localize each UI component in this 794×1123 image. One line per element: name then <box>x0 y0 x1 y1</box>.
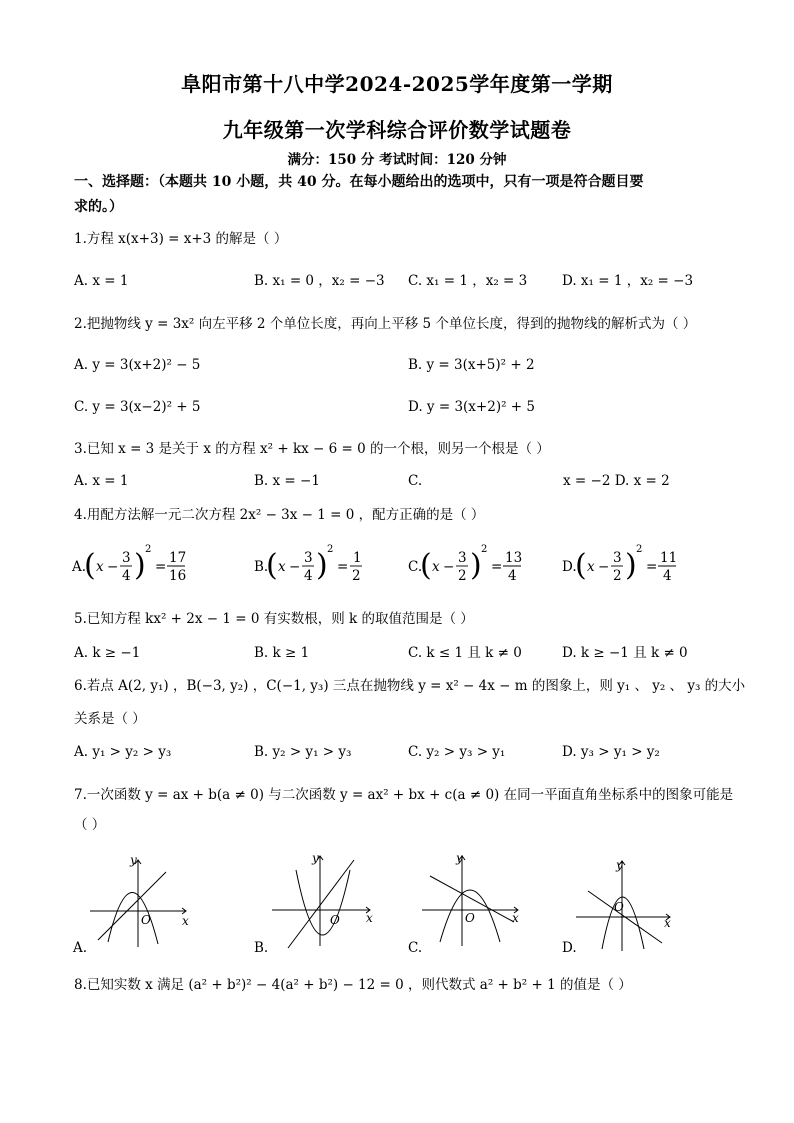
q4c-minus: − <box>443 559 455 575</box>
question-1-stem: 1.方程 x(x+3) = x+3 的解是（ ） <box>74 231 288 247</box>
question-3-stem: 3.已知 x = 3 是关于 x 的方程 x² + kx − 6 = 0 的一个根，则另一个根是（ ） <box>74 441 550 457</box>
q4d-num: 3 <box>613 550 622 566</box>
question-6-option-d: D. y₃ > y₁ > y₂ <box>562 744 660 760</box>
q4d-rnum: 11 <box>660 550 678 566</box>
section-heading-line1: 一、选择题：（本题共 10 小题，共 40 分。在每小题给出的选项中，只有一项是符合题目要 <box>74 174 644 190</box>
q7-graph-a <box>86 852 196 952</box>
q4d-den: 2 <box>613 568 622 584</box>
question-3-option-d: x = −2 D. x = 2 <box>563 473 670 489</box>
question-1-option-d: D. x₁ = 1 ，x₂ = −3 <box>562 273 694 289</box>
section-heading-line2: 求的。） <box>74 199 123 215</box>
q4c-lparen: ( <box>420 548 432 583</box>
q7-option-c: C. <box>408 940 423 956</box>
q4a-label: A. <box>72 559 87 575</box>
graph-d-y-label: y <box>616 858 623 872</box>
question-1-option-c: C. x₁ = 1 ，x₂ = 3 <box>408 273 528 289</box>
q7-graph-c-svg <box>418 850 528 950</box>
q4d-label: D. <box>562 559 577 575</box>
q7-graph-d <box>572 855 682 955</box>
question-2-option-b: B. y = 3(x+5)² + 2 <box>408 357 535 373</box>
question-3-option-a: A. x = 1 <box>74 473 129 489</box>
q4c-num: 3 <box>458 550 467 566</box>
q4b-rnum: 1 <box>353 550 362 566</box>
q4c-eq: = <box>491 559 503 575</box>
question-6-stem: 6.若点 A(2, y₁) ，B(−3, y₂) ，C(−1, y₃) 三点在抛物线 y = x² − 4x − m 的图象上，则 y₁ 、 y₂ 、 y₃ 的大小 <box>74 678 746 694</box>
q4b-x: x <box>278 559 286 575</box>
question-2-option-d: D. y = 3(x+2)² + 5 <box>408 399 535 415</box>
question-7-stem-cont: （ ） <box>74 817 106 833</box>
q4a-exp: 2 <box>145 544 152 555</box>
graph-d-x-label: x <box>664 916 671 930</box>
q4b-minus: − <box>289 559 301 575</box>
q4b-eq: = <box>337 559 349 575</box>
q4c-label: C. <box>408 559 423 575</box>
question-8-stem: 8.已知实数 x 满足 (a² + b²)² − 4(a² + b²) − 12 = 0 ，则代数式 a² + b² + 1 的值是（ ） <box>74 977 632 993</box>
q4d-eq: = <box>646 559 658 575</box>
q4b-exp: 2 <box>327 544 334 555</box>
q7-graph-b <box>268 850 378 950</box>
q4b-rparen: ) <box>316 548 328 583</box>
question-2-stem: 2.把抛物线 y = 3x² 向左平移 2 个单位长度，再向上平移 5 个单位长度，得到的抛物线的解析式为（ ） <box>74 316 697 332</box>
question-6-option-a: A. y₁ > y₂ > y₃ <box>74 744 172 760</box>
q4b-num: 3 <box>304 550 313 566</box>
question-3-option-b: B. x = −1 <box>254 473 320 489</box>
q4d-x: x <box>587 559 595 575</box>
q7-option-d: D. <box>562 940 577 956</box>
q7-graph-b-svg <box>268 850 378 950</box>
q4d-minus: − <box>598 559 610 575</box>
question-4-options <box>70 540 750 590</box>
q4b-den: 4 <box>304 568 313 584</box>
q7-option-a: A. <box>73 940 88 956</box>
graph-a-line <box>98 872 166 940</box>
graph-a-x-label: x <box>182 914 189 928</box>
q4a-minus: − <box>107 559 119 575</box>
q7-graph-d-svg <box>572 855 682 955</box>
q4c-den: 2 <box>458 568 467 584</box>
question-1-option-b: B. x₁ = 0 ，x₂ = −3 <box>254 273 385 289</box>
question-5-option-d: D. k ≥ −1 且 k ≠ 0 <box>562 645 688 661</box>
graph-c-x-label: x <box>512 911 519 925</box>
q4c-x: x <box>432 559 440 575</box>
question-3-option-c: C. <box>408 473 423 489</box>
q4a-rnum: 17 <box>169 550 187 566</box>
q4d-rden: 4 <box>663 568 672 584</box>
q4d-rparen: ) <box>625 548 637 583</box>
graph-a-y-label: y <box>130 853 137 867</box>
graph-b-y-label: y <box>312 851 319 865</box>
question-2-option-a: A. y = 3(x+2)² − 5 <box>74 357 201 373</box>
graph-d-origin: O <box>614 900 624 914</box>
question-6-option-c: C. y₂ > y₃ > y₁ <box>408 744 506 760</box>
question-5-option-b: B. k ≥ 1 <box>254 645 310 661</box>
exam-meta: 满分：150 分 考试时间：120 分钟 <box>287 152 507 168</box>
q4c-rden: 4 <box>508 568 517 584</box>
graph-b-x-label: x <box>366 911 373 925</box>
question-4-stem: 4.用配方法解一元二次方程 2x² − 3x − 1 = 0 ，配方正确的是（ ） <box>74 507 485 523</box>
graph-a-origin: O <box>141 913 151 927</box>
q4a-x: x <box>96 559 104 575</box>
question-7-stem: 7.一次函数 y = ax + b(a ≠ 0) 与二次函数 y = ax² + bx + c(a ≠ 0) 在同一平面直角坐标系中的图象可能是 <box>74 787 734 803</box>
graph-c-origin: O <box>465 911 475 925</box>
graph-c-y-label: y <box>456 851 463 865</box>
q4c-exp: 2 <box>481 544 488 555</box>
q7-graph-a-svg <box>86 852 196 952</box>
q4a-eq: = <box>155 559 167 575</box>
graph-b-origin: O <box>330 913 340 927</box>
question-6-stem-cont: 关系是（ ） <box>74 711 146 727</box>
q4a-lparen: ( <box>84 548 96 583</box>
q4c-rparen: ) <box>470 548 482 583</box>
q7-graph-c <box>418 850 528 950</box>
question-5-option-c: C. k ≤ 1 且 k ≠ 0 <box>408 645 522 661</box>
q4a-rden: 16 <box>169 568 187 584</box>
question-1-option-a: A. x = 1 <box>74 273 129 289</box>
exam-title-line1: 阜阳市第十八中学2024-2025学年度第一学期 <box>181 72 613 96</box>
question-2-option-c: C. y = 3(x−2)² + 5 <box>74 399 201 415</box>
q4a-num: 3 <box>122 550 131 566</box>
q4a-rparen: ) <box>134 548 146 583</box>
graph-b-parabola <box>296 870 350 935</box>
q7-option-b: B. <box>254 940 269 956</box>
q4c-rnum: 13 <box>505 550 523 566</box>
q4b-lparen: ( <box>266 548 278 583</box>
q4b-rden: 2 <box>352 568 361 584</box>
question-5-stem: 5.已知方程 kx² + 2x − 1 = 0 有实数根，则 k 的取值范围是（ ） <box>74 611 474 627</box>
question-6-option-b: B. y₂ > y₁ > y₃ <box>254 744 352 760</box>
exam-title-line2: 九年级第一次学科综合评价数学试题卷 <box>222 118 572 142</box>
q4d-lparen: ( <box>575 548 587 583</box>
q4d-exp: 2 <box>636 544 643 555</box>
question-5-option-a: A. k ≥ −1 <box>74 645 141 661</box>
q4a-den: 4 <box>122 568 131 584</box>
q4b-label: B. <box>254 559 269 575</box>
